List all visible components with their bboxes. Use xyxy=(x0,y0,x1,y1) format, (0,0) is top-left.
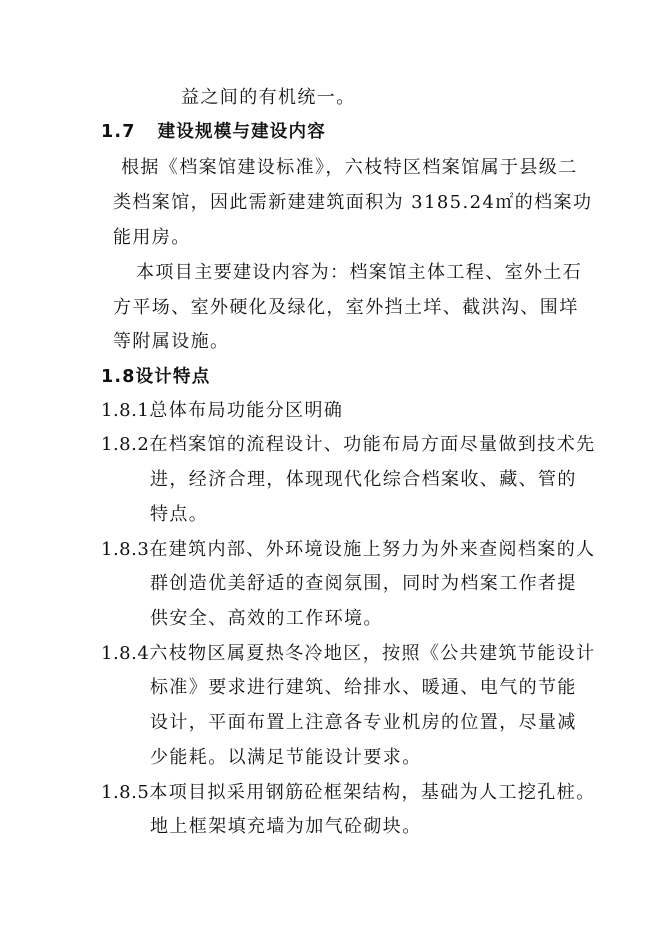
item-continuation: 特点。 xyxy=(150,504,209,525)
section-heading-1-8: 1.8设计特点 xyxy=(101,367,211,387)
list-item-1-8-5 xyxy=(101,781,596,805)
item-text: 在档案馆的流程设计、功能布局方面尽量做到技术先 xyxy=(149,434,596,455)
item-continuation: 少能耗。以满足节能设计要求。 xyxy=(150,747,422,768)
list-item-1-8-1 xyxy=(101,399,343,423)
item-number: 1.8.5 xyxy=(101,782,150,803)
item-continuation: 地上框架填充墙为加气砼砌块。 xyxy=(150,816,422,837)
item-text: 在建筑内部、外环境设施上努力为外来查阅档案的人 xyxy=(149,539,596,560)
item-number: 1.8.1 xyxy=(101,400,150,421)
paragraph-line: 等附属设施。 xyxy=(113,331,230,352)
item-text: 六枝物区属夏热冬冷地区，按照《公共建筑节能设计 xyxy=(149,643,596,664)
item-number: 1.8.2 xyxy=(101,434,150,455)
item-number: 1.8.4 xyxy=(101,643,150,664)
item-continuation: 供安全、高效的工作环境。 xyxy=(150,608,383,629)
item-continuation: 进，经济合理，体现现代化综合档案收、藏、管的 xyxy=(150,469,577,490)
list-item-1-8-2 xyxy=(101,433,596,457)
section-heading-1-7 xyxy=(101,120,326,144)
section-title: 建设规模与建设内容 xyxy=(157,122,326,142)
paragraph-line: 本项目主要建设内容为：档案馆主体工程、室外土石 xyxy=(136,262,583,283)
paragraph-line: 方平场、室外硬化及绿化，室外挡土垟、截洪沟、围垟 xyxy=(113,297,579,318)
item-continuation: 群创造优美舒适的查阅氛围，同时为档案工作者提 xyxy=(150,573,577,594)
item-number: 1.8.3 xyxy=(101,539,150,560)
list-item-1-8-4 xyxy=(101,642,596,666)
item-text: 本项目拟采用钢筋砼框架结构，基础为人工挖孔桩。 xyxy=(149,782,596,803)
item-text: 总体布局功能分区明确 xyxy=(149,400,344,421)
item-continuation: 设计，平面布置上注意各专业机房的位置，尽量减 xyxy=(150,712,577,733)
paragraph-line: 根据《档案馆建设标准》，六枝特区档案馆属于县级二 xyxy=(121,157,578,178)
paragraph-line: 能用房。 xyxy=(113,227,191,248)
item-continuation: 标准》要求进行建筑、给排水、暖通、电气的节能 xyxy=(150,677,577,698)
continuation-text: 益之间的有机统一。 xyxy=(181,87,356,108)
paragraph-line: 类档案馆，因此需新建建筑面积为 3185.24㎡的档案功 xyxy=(113,192,593,213)
list-item-1-8-3 xyxy=(101,538,596,562)
section-number: 1.7 xyxy=(101,122,136,142)
